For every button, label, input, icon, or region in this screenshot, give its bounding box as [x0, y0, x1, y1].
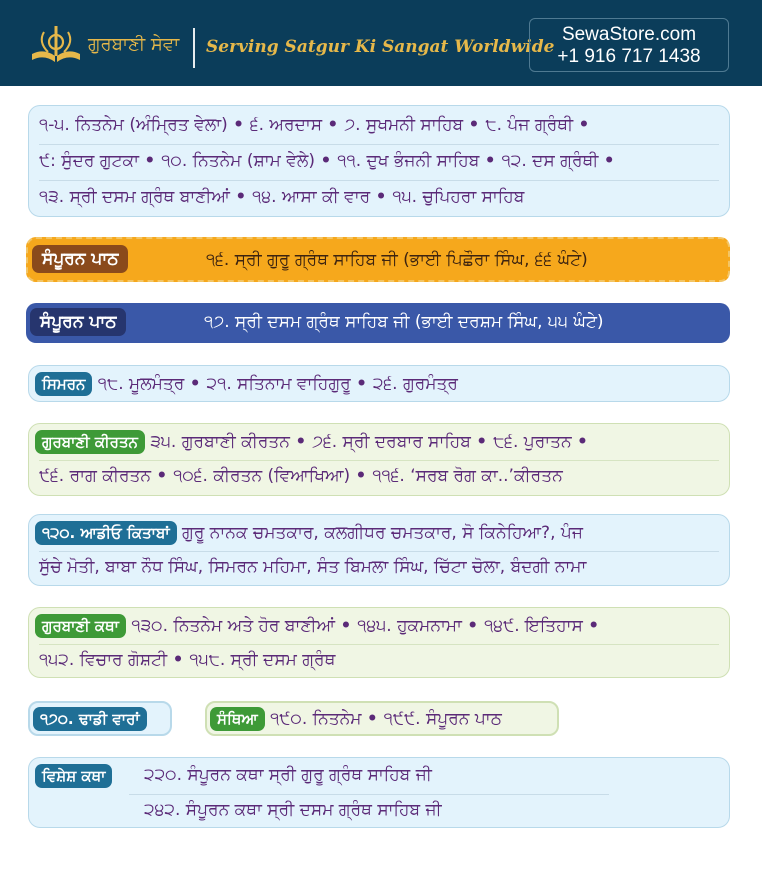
dhadi-vaaran-box[interactable]	[28, 701, 172, 736]
audio-books-row-2	[39, 556, 586, 578]
bullet-dot: •	[235, 187, 253, 207]
list-item[interactable]: ਗੁਰੂ ਨਾਨਕ ਚਮਤਕਾਰ, ਕਲਗੀਧਰ ਚਮਤਕਾਰ, ਸੋ ਕਿਨੇਹਿਆ?, ਪੰਜ	[182, 523, 583, 543]
list-item[interactable]: ੮. ਪੰਜ ਗ੍ਰੰਥੀ	[485, 115, 574, 135]
list-item[interactable]: ਸੁੱਚੇ ਮੋਤੀ, ਬਾਬਾ ਨੌਧ ਸਿੰਘ, ਸਿਮਰਨ ਮਹਿਮਾ, ਸੰਤ ਬਿਮਲਾ ਸਿੰਘ, ਚਿੱਟਾ ਚੋਲਾ, ਬੰਦਗੀ ਨਾਮਾ	[39, 557, 587, 577]
list-item[interactable]: ੧੧. ਦੁਖ ਭੰਜਨੀ ਸਾਹਿਬ	[337, 151, 480, 171]
list-item[interactable]: ੧੩. ਸ੍ਰੀ ਦਸਮ ਗ੍ਰੰਥ ਬਾਣੀਆਂ	[39, 187, 230, 207]
row-divider	[39, 644, 719, 645]
list-item[interactable]: ੧-੫. ਨਿਤਨੇਮ (ਅੰਮ੍ਰਿਤ ਵੇਲਾ)	[39, 115, 228, 135]
katha-tag: ਗੁਰਬਾਣੀ ਕਥਾ	[35, 614, 126, 638]
list-item[interactable]: ੭. ਸੁਖਮਨੀ ਸਾਹਿਬ	[344, 115, 464, 135]
kirtan-row-2	[39, 465, 563, 487]
bullet-dot: •	[320, 151, 338, 171]
store-name[interactable]: SewaStore.com	[561, 24, 697, 45]
santhiya-box	[205, 701, 559, 736]
nitnem-row-3	[39, 186, 524, 208]
bullet-dot: •	[588, 616, 600, 636]
nitnem-box	[28, 105, 730, 217]
kirtan-tag: ਗੁਰਬਾਣੀ ਕੀਰਤਨ	[35, 430, 145, 454]
audio-books-tag: ੧੨੦. ਆਡੀਓ ਕਿਤਾਬਾਂ	[35, 521, 177, 545]
sampooran-paath-dasam-granth-banner[interactable]	[26, 303, 730, 343]
audio-books-row-1	[35, 521, 583, 545]
list-item[interactable]: ੧੫. ਚੁਪਿਹਰਾ ਸਾਹਿਬ	[392, 187, 525, 207]
vishesh-katha-tag: ਵਿਸ਼ੇਸ਼ ਕਥਾ	[35, 764, 112, 788]
vishesh-katha-row-1	[144, 764, 432, 786]
bullet-dot: •	[577, 432, 588, 452]
santhiya-tag: ਸੰਥਿਆ	[210, 707, 265, 731]
simran-tag: ਸਿਮਰਨ	[35, 372, 92, 396]
bullet-dot: •	[476, 432, 494, 452]
bullet-dot: •	[144, 151, 162, 171]
list-item[interactable]: ੧੦. ਨਿਤਨੇਮ (ਸ਼ਾਮ ਵੇਲੇ)	[161, 151, 316, 171]
bullet-dot: •	[603, 151, 615, 171]
store-contact-box[interactable]	[529, 18, 729, 72]
bullet-dot: •	[355, 466, 373, 486]
list-item[interactable]: ੨੨੦. ਸੰਪੂਰਨ ਕਥਾ ਸ੍ਰੀ ਗੁਰੂ ਗ੍ਰੰਥ ਸਾਹਿਬ ਜੀ	[144, 765, 432, 785]
header-divider	[193, 28, 195, 68]
katha-row-1	[35, 614, 599, 638]
list-item[interactable]: ੧੦੬. ਕੀਰਤਨ (ਵਿਆਖਿਆ)	[173, 466, 351, 486]
list-item[interactable]: ੭੬. ਸ੍ਰੀ ਦਰਬਾਰ ਸਾਹਿਬ	[312, 432, 471, 452]
bullet-dot: •	[189, 374, 207, 394]
vishesh-katha-box	[28, 757, 730, 828]
bullet-dot: •	[356, 374, 373, 394]
list-item[interactable]: ੧੧੬. ‘ਸਰਬ ਰੋਗ ਕਾ..’ਕੀਰਤਨ	[372, 466, 563, 486]
row-divider	[39, 460, 719, 461]
bullet-dot: •	[233, 115, 250, 135]
bullet-dot: •	[484, 151, 502, 171]
tagline: Serving Satgur Ki Sangat Worldwide	[206, 37, 555, 57]
list-item[interactable]: ੧੮. ਮੂਲਮੰਤ੍ਰ	[97, 374, 185, 394]
row-divider	[39, 144, 719, 145]
list-item[interactable]: ੧੯੯. ਸੰਪੂਰਨ ਪਾਠ	[383, 709, 502, 729]
list-item[interactable]: ੧੪. ਆਸਾ ਕੀ ਵਾਰ	[252, 187, 371, 207]
list-item[interactable]: ੨੬. ਗੁਰਮੰਤ੍ਰ	[372, 374, 458, 394]
bullet-dot: •	[295, 432, 313, 452]
vishesh-katha-row-2	[144, 799, 442, 821]
list-item[interactable]: ੧੪੯. ਇਤਿਹਾਸ	[484, 616, 583, 636]
khanda-book-icon	[28, 24, 84, 66]
row-divider	[129, 794, 609, 795]
sampooran-paath-tag: ਸੰਪੂਰਨ ਪਾਠ	[30, 308, 126, 336]
simran-box	[28, 365, 730, 402]
logo-text: ਗੁਰਬਾਣੀ ਸੇਵਾ	[88, 34, 180, 55]
bullet-dot: •	[468, 115, 486, 135]
list-item[interactable]: ੨੪੨. ਸੰਪੂਰਨ ਕਥਾ ਸ੍ਰੀ ਦਸਮ ਗ੍ਰੰਥ ਸਾਹਿਬ ਜੀ	[144, 800, 442, 820]
sampooran-paath-text[interactable]: ੧੬. ਸ੍ਰੀ ਗੁਰੂ ਗ੍ਰੰਥ ਸਾਹਿਬ ਜੀ (ਭਾਈ ਪਿਛੌਰਾ ਸਿੰਘ, ੬੬ ਘੰਟੇ)	[206, 250, 588, 270]
simran-row	[35, 372, 458, 396]
bullet-dot: •	[578, 115, 590, 135]
row-divider	[39, 180, 719, 181]
store-phone[interactable]: +1 916 717 1438	[557, 46, 701, 67]
list-item[interactable]: ੧੫੨. ਵਿਚਾਰ ਗੋਸ਼ਟੀ	[39, 650, 168, 670]
sampooran-paath-text[interactable]: ੧੭. ਸ੍ਰੀ ਦਸਮ ਗ੍ਰੰਥ ਸਾਹਿਬ ਜੀ (ਭਾਈ ਦਰਸ਼ਮ ਸਿੰਘ, ੫੫ ਘੰਟੇ)	[204, 312, 604, 332]
row-divider	[39, 551, 719, 552]
audio-books-box	[28, 514, 730, 586]
list-item[interactable]: ੧੫੮. ਸ੍ਰੀ ਦਸਮ ਗ੍ਰੰਥ	[189, 650, 336, 670]
kirtan-box	[28, 423, 730, 496]
katha-box	[28, 607, 730, 678]
katha-row-2	[39, 649, 335, 671]
bullet-dot: •	[375, 187, 393, 207]
bullet-dot: •	[340, 616, 358, 636]
bullet-dot: •	[366, 709, 384, 729]
list-item[interactable]: ੬. ਅਰਦਾਸ	[249, 115, 323, 135]
list-item[interactable]: ੧੩੦. ਨਿਤਨੇਮ ਅਤੇ ਹੋਰ ਬਾਣੀਆਂ	[131, 616, 336, 636]
dhadi-vaaran-tag[interactable]: ੧੭੦. ਢਾਡੀ ਵਾਰਾਂ	[33, 707, 147, 731]
list-item[interactable]: ੧੨. ਦਸ ਗ੍ਰੰਥੀ	[501, 151, 599, 171]
sampooran-paath-guru-granth-banner[interactable]	[26, 237, 730, 282]
list-item[interactable]: ੨੧. ਸਤਿਨਾਮ ਵਾਹਿਗੁਰੂ	[206, 374, 351, 394]
sampooran-paath-tag: ਸੰਪੂਰਨ ਪਾਠ	[32, 245, 128, 273]
list-item[interactable]: ੮੬. ਪੁਰਾਤਨ	[493, 432, 572, 452]
santhiya-row	[210, 707, 502, 731]
kirtan-row-1	[35, 430, 588, 454]
bullet-dot: •	[327, 115, 345, 135]
bullet-dot: •	[467, 616, 485, 636]
list-item[interactable]: ੧੯੦. ਨਿਤਨੇਮ	[270, 709, 362, 729]
list-item[interactable]: ੩੫. ਗੁਰਬਾਣੀ ਕੀਰਤਨ	[150, 432, 290, 452]
bullet-dot: •	[172, 650, 190, 670]
list-item[interactable]: ੯: ਸੁੰਦਰ ਗੁਟਕਾ	[39, 151, 139, 171]
nitnem-row-2	[39, 150, 615, 172]
header-bar	[0, 0, 762, 86]
bullet-dot: •	[156, 466, 174, 486]
nitnem-row-1	[39, 114, 589, 136]
list-item[interactable]: ੯੬. ਰਾਗ ਕੀਰਤਨ	[39, 466, 151, 486]
list-item[interactable]: ੧੪੫. ਹੁਕਮਨਾਮਾ	[357, 616, 462, 636]
